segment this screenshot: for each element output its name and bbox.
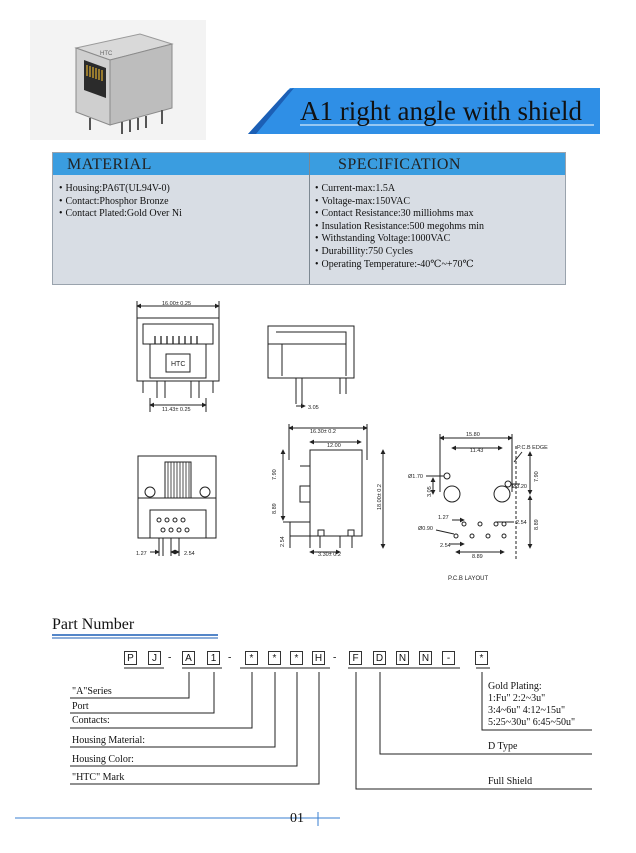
side-height-dim: 18.00± 0.2	[377, 484, 383, 510]
pn-char: *	[268, 651, 281, 665]
side-inner-dim: 12.00	[327, 443, 341, 449]
svg-text:HTC: HTC	[100, 51, 113, 57]
pcb-d2: Ø3.20	[512, 484, 527, 490]
side-small-dim: 3.05	[308, 405, 319, 411]
spec-item: • Withstanding Voltage:1000VAC	[315, 233, 484, 246]
pn-char: -	[442, 651, 455, 665]
pcb-p1: 1.27	[438, 515, 449, 521]
pn-dash: -	[168, 652, 172, 663]
spec-item: • Contact Resistance:30 milliohms max	[315, 208, 484, 221]
footer-rule	[0, 810, 636, 830]
material-item: • Contact:Phosphor Bronze	[59, 196, 182, 209]
front-width-dim: 16.00± 0.25	[162, 301, 192, 307]
pn-char: 1	[207, 651, 220, 665]
pcb-p2: 2.54	[516, 520, 527, 526]
gold-plating-option: 1:Fu" 2:2~3u"	[488, 693, 546, 704]
label-full-shield: Full Shield	[488, 776, 533, 787]
pn-dash: -	[228, 652, 232, 663]
spec-item: • Durabillity:750 Cycles	[315, 246, 484, 259]
material-item: • Contact Plated:Gold Over Ni	[59, 208, 182, 221]
bottom-view-drawing	[138, 456, 216, 556]
column-divider	[309, 153, 310, 284]
pn-char: N	[396, 651, 409, 665]
bottom-dim-b: 2.54	[184, 551, 195, 557]
side-view-small-drawing	[268, 326, 354, 406]
label-housing-material: Housing Material:	[72, 735, 146, 746]
specification-header: SPECIFICATION	[310, 153, 565, 175]
side-overall-dim: 16.30± 0.2	[310, 429, 336, 435]
gold-plating-option: 5:25~30u" 6:45~50u"	[488, 717, 576, 728]
label-contacts: Contacts:	[72, 715, 110, 726]
pn-char: N	[419, 651, 432, 665]
pn-char: *	[290, 651, 303, 665]
pcb-layout-label: P.C.B LAYOUT	[448, 576, 489, 582]
spec-item: • Current-max:1.5A	[315, 183, 484, 196]
material-list	[59, 183, 182, 221]
pn-char: *	[475, 651, 488, 665]
pcb-v1: 3.05	[427, 486, 433, 497]
pn-char: J	[148, 651, 161, 665]
pcb-inner-dim: 11.43	[470, 448, 484, 454]
front-mark: HTC	[171, 361, 186, 368]
pn-char: *	[245, 651, 258, 665]
page-title: A1 right angle with shield	[300, 96, 582, 126]
side-h1-dim: 7.90	[272, 469, 278, 480]
spec-item: • Operating Temperature:-40℃~+70℃	[315, 259, 484, 272]
part-number-title: Part Number	[52, 616, 135, 633]
spec-item: • Voltage-max:150VAC	[315, 196, 484, 209]
pn-char: A	[182, 651, 195, 665]
pcb-width-dim: 15.80	[466, 432, 480, 438]
page-number: 01	[290, 811, 304, 826]
technical-drawings	[0, 290, 636, 590]
side-base-dim: 3.30± 0.2	[318, 552, 341, 558]
side-h3-dim: 2.54	[280, 536, 286, 547]
spec-item: • Insulation Resistance:500 megohms min	[315, 221, 484, 234]
pcb-d1: Ø1.70	[408, 474, 423, 480]
pcb-v3: 8.89	[534, 519, 540, 530]
rj45-jack-photo-icon	[30, 20, 206, 140]
pcb-edge-label: P.C.B EDGE	[517, 445, 548, 451]
front-view-drawing	[137, 301, 219, 412]
material-item: • Housing:PA6T(UL94V-0)	[59, 183, 182, 196]
material-header: MATERIAL	[53, 153, 309, 175]
pn-char: D	[373, 651, 386, 665]
pn-char: F	[349, 651, 362, 665]
spec-table	[52, 152, 566, 285]
label-htc-mark: "HTC" Mark	[72, 772, 125, 783]
label-housing-color: Housing Color:	[72, 754, 134, 765]
gold-plating-title: Gold Plating:	[488, 681, 542, 692]
pn-dash: -	[333, 652, 337, 663]
pcb-p4: 8.89	[472, 554, 483, 560]
label-port: Port	[72, 701, 89, 712]
gold-plating-option: 3:4~6u" 4:12~15u"	[488, 705, 566, 716]
pcb-d3: Ø0.90	[418, 526, 433, 532]
front-pin-dim: 11.43± 0.25	[162, 407, 191, 413]
label-series: "A"Series	[72, 686, 112, 697]
bottom-dim-a: 1.27	[136, 551, 147, 557]
specification-list	[315, 183, 484, 271]
pcb-v2: 7.90	[534, 471, 540, 482]
pn-char: P	[124, 651, 137, 665]
product-photo	[30, 20, 206, 140]
pcb-p3: 2.54	[440, 543, 451, 549]
side-h2-dim: 8.89	[272, 503, 278, 514]
pn-char: H	[312, 651, 325, 665]
label-d-type: D Type	[488, 741, 518, 752]
